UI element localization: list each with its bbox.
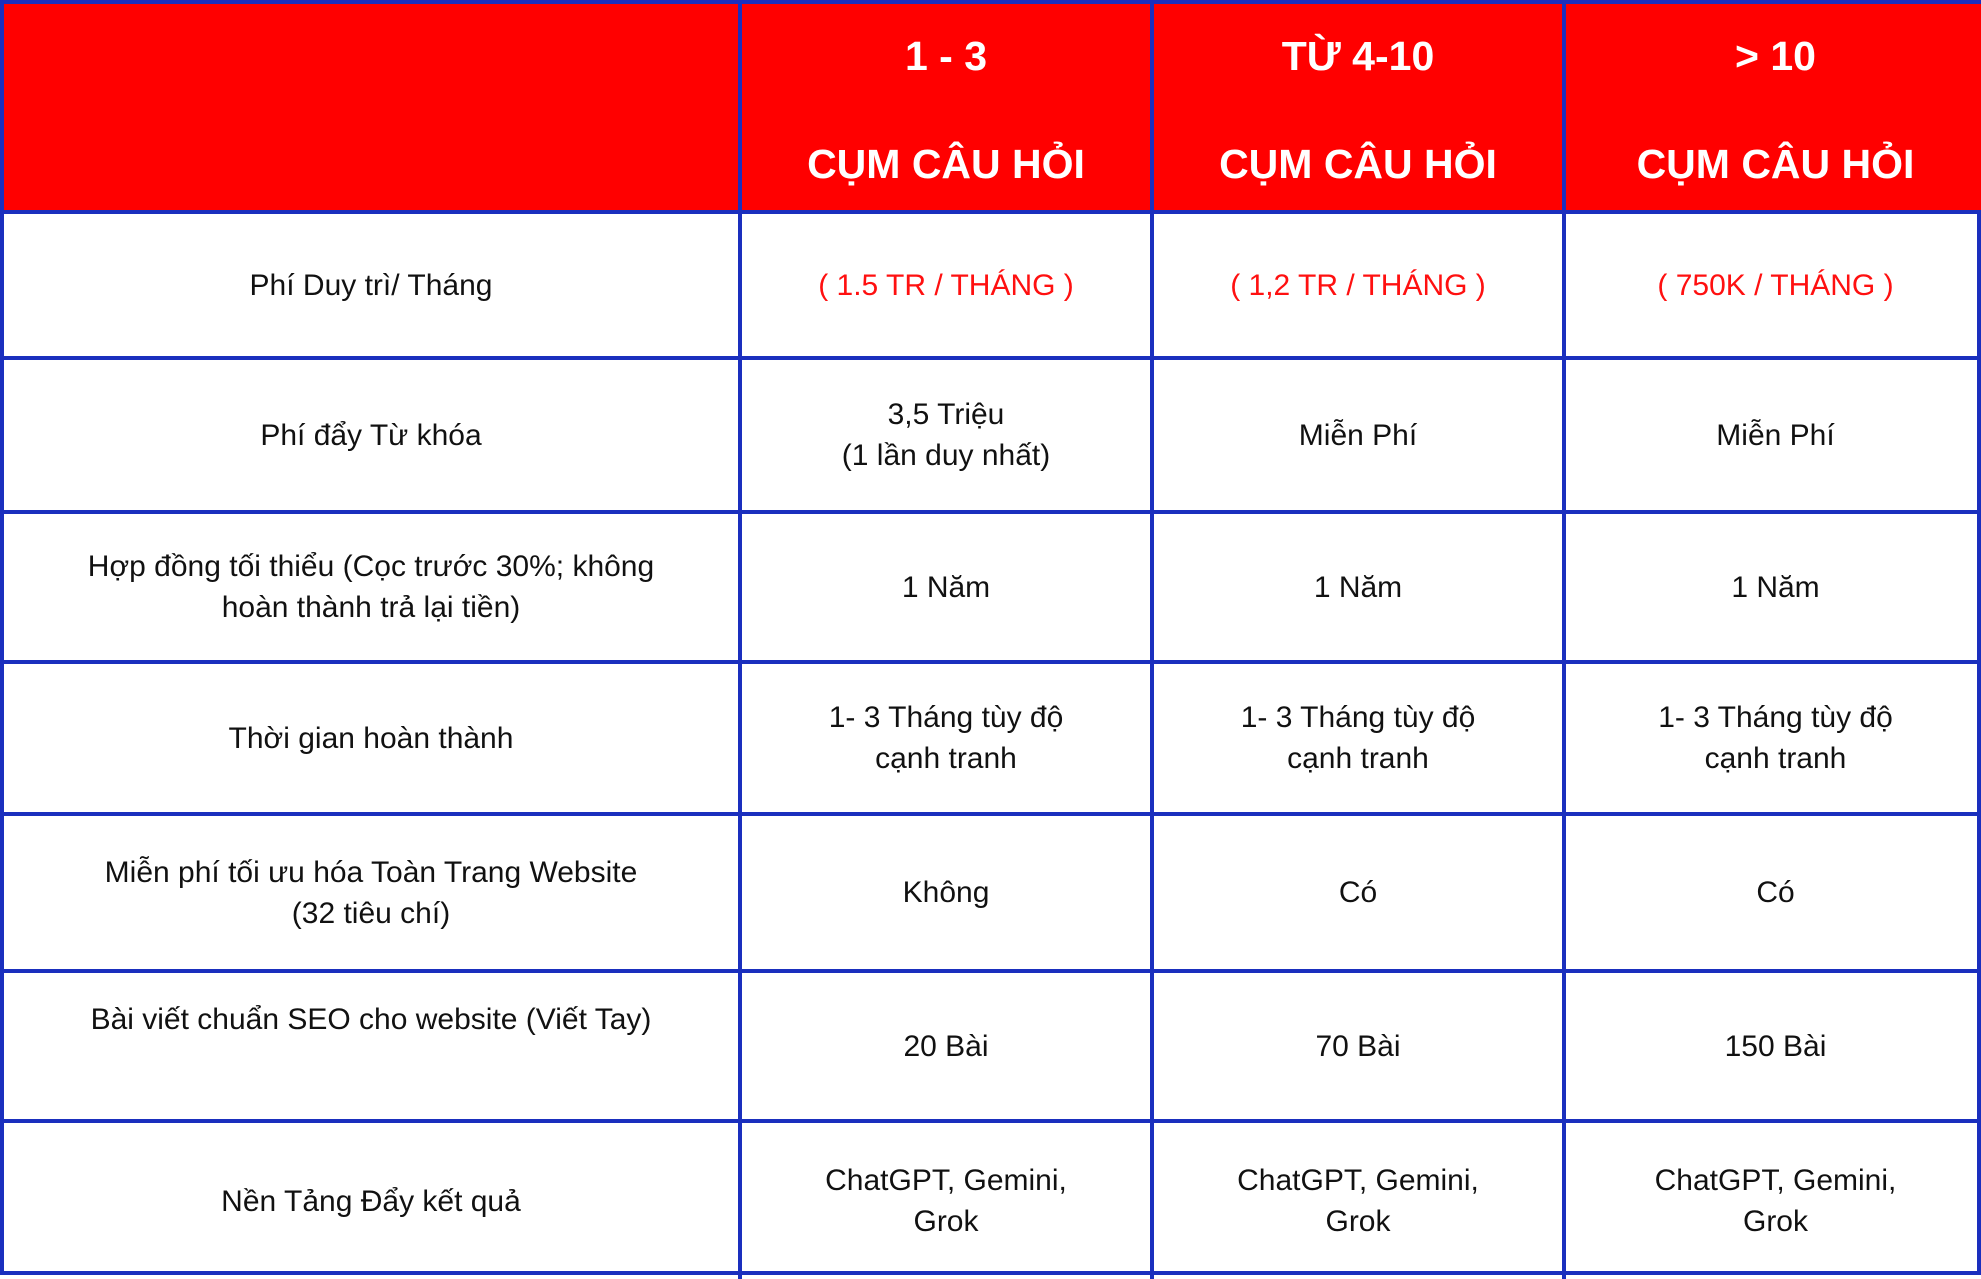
row-label-monthly-fee: Phí Duy trì/ Tháng [4, 214, 742, 360]
table-cell: 1 Năm [742, 514, 1154, 664]
header-plan-unit: CỤM CÂU HỎI [807, 141, 1085, 187]
header-plan-range: 1 - 3 [904, 33, 988, 79]
table-cell: 1 Năm [1566, 514, 1981, 664]
table-cell: 1 Năm [1154, 514, 1566, 664]
table-cell: ChatGPT, Gemini, Grok [1154, 1123, 1566, 1279]
table-cell: Có [1154, 816, 1566, 973]
header-plan-over-10 [1566, 4, 1981, 214]
table-cell: ChatGPT, Gemini, Grok [1654, 1164, 1897, 1238]
price-value: ( 1,2 TR / THÁNG ) [1154, 214, 1566, 360]
price-value: ( 750K / THÁNG ) [1566, 214, 1981, 360]
table-cell: ChatGPT, Gemini, Grok [742, 1123, 1154, 1279]
table-cell: Miễn Phí [1566, 360, 1981, 514]
table-cell: 1- 3 Tháng tùy độ cạnh tranh [1154, 664, 1566, 816]
price-value: ( 1.5 TR / THÁNG ) [742, 214, 1154, 360]
header-plan-unit: CỤM CÂU HỎI [1219, 141, 1497, 187]
row-label-keyword-fee: Phí đẩy Từ khóa [4, 360, 742, 514]
table-cell: Không [742, 816, 1154, 973]
table-cell: Miễn Phí [1154, 360, 1566, 514]
header-plan-range: > 10 [1735, 33, 1816, 79]
header-plan-1-3 [742, 4, 1154, 214]
row-label-platforms: Nền Tảng Đẩy kết quả [4, 1123, 742, 1279]
row-label-minimum-contract: Hợp đồng tối thiểu (Cọc trước 30%; không hoàn thành trả lại tiền) [4, 514, 742, 664]
table-cell: 20 Bài [742, 973, 1154, 1123]
header-plan-unit: CỤM CÂU HỎI [1636, 141, 1915, 187]
table-cell: 1- 3 Tháng tùy độ cạnh tranh [742, 664, 1154, 816]
header-plan-range: TỪ 4-10 [1281, 33, 1435, 79]
header-corner-cell [4, 4, 742, 214]
table-cell: Có [1566, 816, 1981, 973]
row-label-site-optimization: Miễn phí tối ưu hóa Toàn Trang Website (32 tiêu chí) [4, 816, 742, 973]
header-plan-4-10 [1154, 4, 1566, 214]
table-cell: 1- 3 Tháng tùy độ cạnh tranh [1566, 664, 1981, 816]
row-label-seo-articles: Bài viết chuẩn SEO cho website (Viết Tay) [4, 973, 742, 1123]
table-cell: 3,5 Triệu (1 lần duy nhất) [742, 360, 1154, 514]
table-cell: 150 Bài [1566, 973, 1981, 1123]
table-cell: 70 Bài [1154, 973, 1566, 1123]
row-label-completion-time: Thời gian hoàn thành [4, 664, 742, 816]
